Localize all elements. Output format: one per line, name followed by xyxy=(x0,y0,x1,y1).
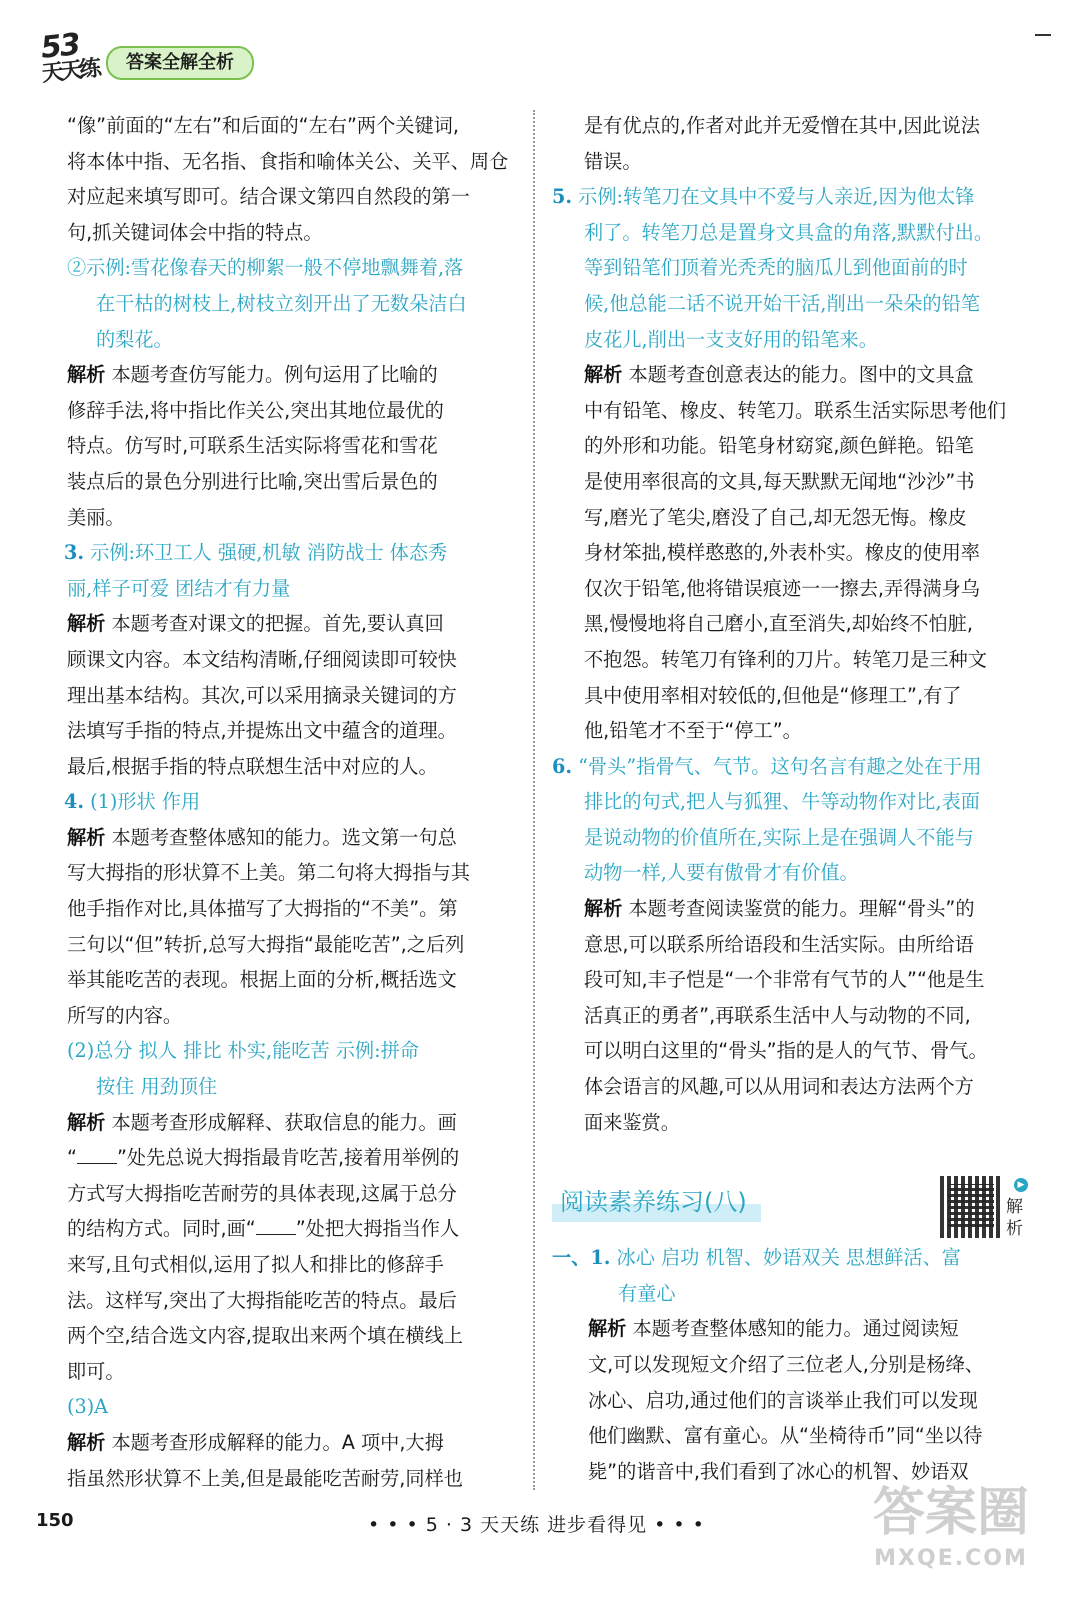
line-text: 冰心 启功 机智、妙语双关 思想鲜活、富 xyxy=(616,1246,961,1270)
item-number: 5. xyxy=(552,185,573,209)
line-text: 本题考查阅读鉴赏的能力。理解“骨头”的 xyxy=(622,897,975,921)
fill-blank xyxy=(77,1147,117,1164)
text-line xyxy=(552,215,1032,251)
line-text: 意思,可以联系所给语段和生活实际。由所给语 xyxy=(584,932,974,956)
line-text: 特点。仿写时,可联系生活实际将雪花和雪花 xyxy=(67,434,438,458)
text-line xyxy=(552,642,1032,678)
line-text: 体会语言的风趣,可以从用词和表达方法两个方 xyxy=(584,1075,974,1099)
corner-mark xyxy=(1035,34,1051,36)
text-line xyxy=(64,678,516,714)
text-line xyxy=(552,962,1032,998)
text-line xyxy=(552,606,1032,642)
line-text: 有童心 xyxy=(618,1281,676,1305)
text-line xyxy=(64,1461,516,1497)
text-line xyxy=(552,464,1032,500)
item-number: 6. xyxy=(552,754,573,778)
line-text: 本题考查整体感知的能力。选文第一句总 xyxy=(105,825,457,849)
watermark-logo xyxy=(851,1480,1051,1590)
reading-section-title: 阅读素养练习(八) xyxy=(552,1182,761,1222)
line-text: 段可知,丰子恺是“一个非常有气节的人”“他是生 xyxy=(584,968,985,992)
line-text: 两个空,结合选文内容,提取出来两个填在横线上 xyxy=(67,1324,463,1348)
answer-item xyxy=(64,535,516,571)
line-text: 可以明白这里的“骨头”指的是人的气节、骨气。 xyxy=(584,1039,988,1063)
text-line xyxy=(552,250,1032,286)
text-line xyxy=(64,1318,516,1354)
text-line xyxy=(64,179,516,215)
line-text: 具中使用率相对较低的,但他是“修理工”,有了 xyxy=(584,683,962,707)
line-text: 身材笨拙,模样憨憨的,外表朴实。橡皮的使用率 xyxy=(584,541,980,565)
line-text: 所写的内容。 xyxy=(67,1003,183,1027)
watermark-line1: 答案圈 xyxy=(872,1483,1029,1543)
text-line xyxy=(64,713,516,749)
text-line xyxy=(64,108,516,144)
line-text: 他,铅笔才不至于“停工”。 xyxy=(584,719,802,743)
text-line xyxy=(552,535,1032,571)
logo-text: 天天练 xyxy=(40,56,100,87)
line-text: 按住 用劲顶住 xyxy=(96,1075,218,1099)
line-text: 毙”的谐音中,我们看到了冰心的机智、妙语双 xyxy=(588,1459,969,1483)
line-text: 中有铅笔、橡皮、转笔刀。联系生活实际思考他们 xyxy=(584,398,1007,422)
line-text: 举其能吃苦的表现。根据上面的分析,概括选文 xyxy=(67,968,457,992)
analysis-label: 解析 xyxy=(584,363,623,387)
line-text: 他手指作对比,具体描写了大拇指的“不美”。第 xyxy=(67,897,458,921)
analysis-label: 解析 xyxy=(67,1430,106,1454)
line-text: “骨头”指骨气、气节。这句名言有趣之处在于用 xyxy=(578,754,982,778)
watermark-line2: MXQE.COM xyxy=(874,1546,1028,1571)
line-text: 示例:转笔刀在文具中不爱与人亲近,因为他太锋 xyxy=(578,185,975,209)
text-line xyxy=(64,962,516,998)
text-line xyxy=(64,1069,516,1105)
text-line xyxy=(552,820,1032,856)
analysis-line xyxy=(64,820,516,856)
line-text: (3)A xyxy=(67,1395,109,1419)
text-line xyxy=(552,998,1032,1034)
line-text: 等到铅笔们顶着光秃秃的脑瓜儿到他面前的时 xyxy=(584,256,968,280)
fill-blank xyxy=(256,1218,296,1235)
text-line xyxy=(64,998,516,1034)
line-text: 的梨花。 xyxy=(96,327,173,351)
analysis-line xyxy=(64,606,516,642)
analysis-label: 解析 xyxy=(67,612,106,636)
answer-item xyxy=(552,179,1032,215)
analysis-line xyxy=(552,357,1032,393)
line-text: 本题考查仿写能力。例句运用了比喻的 xyxy=(105,363,438,387)
line-text: 是说动物的价值所在,实际上是在强调人不能与 xyxy=(584,825,974,849)
line-text: ②示例:雪花像春天的柳絮一般不停地飘舞着,落 xyxy=(67,256,464,280)
text-line xyxy=(552,393,1032,429)
text-line xyxy=(64,891,516,927)
page-number: 150 xyxy=(36,1510,74,1531)
text-line xyxy=(64,1247,516,1283)
line-text: 在干枯的树枝上,树枝立刻开出了无数朵洁白 xyxy=(96,291,467,315)
text-line xyxy=(552,1383,1032,1419)
line-text: 是有优点的,作者对此并无爱憎在其中,因此说法 xyxy=(584,114,980,137)
text-line xyxy=(552,713,1032,749)
answer-item xyxy=(64,784,516,820)
line-text: 即可。 xyxy=(67,1359,125,1383)
text-line xyxy=(64,215,516,251)
analysis-line xyxy=(64,1105,516,1141)
analysis-line xyxy=(64,357,516,393)
line-text: 写,磨光了笔尖,磨没了自己,却无怨无悔。橡皮 xyxy=(584,505,967,529)
text-line xyxy=(64,1389,516,1425)
line-text: 对应起来填写即可。结合课文第四自然段的第一 xyxy=(67,185,470,209)
text-line xyxy=(64,1033,516,1069)
reading-section-header xyxy=(552,1176,1032,1240)
text-line xyxy=(552,678,1032,714)
item-number: 3. xyxy=(64,541,85,565)
line-text: 来写,且句式相似,运用了拟人和排比的修辞手 xyxy=(67,1253,444,1276)
text-line xyxy=(552,1033,1032,1069)
line-text: “ xyxy=(67,1146,77,1170)
text-line xyxy=(64,428,516,464)
text-line xyxy=(552,927,1032,963)
text-line xyxy=(552,428,1032,464)
text-line xyxy=(552,144,1032,180)
line-text: 法填写手指的特点,并提炼出文中蕴含的道理。 xyxy=(67,719,457,743)
analysis-label: 解析 xyxy=(67,1110,106,1134)
text-line xyxy=(64,642,516,678)
qr-label: 解析 xyxy=(1006,1197,1023,1240)
right-column xyxy=(552,108,1032,1489)
text-line xyxy=(552,571,1032,607)
item-number: 一、1. xyxy=(552,1246,611,1270)
line-text: 方式写大拇指吃苦耐劳的具体表现,这属于总分 xyxy=(67,1181,457,1205)
line-text: 动物一样,人要有傲骨才有价值。 xyxy=(584,861,859,885)
analysis-label: 解析 xyxy=(588,1317,627,1341)
line-text: 本题考查整体感知的能力。通过阅读短 xyxy=(626,1317,959,1341)
text-line xyxy=(64,250,516,286)
text-line xyxy=(64,1211,516,1247)
text-line xyxy=(552,108,1032,144)
text-line xyxy=(552,855,1032,891)
line-text-cont: ”处把大拇指当作人 xyxy=(295,1217,460,1241)
line-text: 候,他总能二话不说开始干活,削出一朵朵的铅笔 xyxy=(584,291,980,315)
text-line xyxy=(64,1283,516,1319)
line-text: 顾课文内容。本文结构清晰,仔细阅读即可较快 xyxy=(67,647,457,671)
line-text: 将本体中指、无名指、食指和喻体关公、关平、周仓 xyxy=(67,149,509,173)
line-text: 活真正的勇者”,再联系生活中人与动物的不同, xyxy=(584,1003,971,1027)
text-line xyxy=(64,500,516,536)
text-line xyxy=(552,1418,1032,1454)
text-line xyxy=(64,855,516,891)
line-text: 指虽然形状算不上美,但是最能吃苦耐劳,同样也 xyxy=(67,1466,463,1490)
line-text: 的结构方式。同时,画“ xyxy=(67,1217,256,1241)
text-line xyxy=(552,1347,1032,1383)
play-icon: ▶ xyxy=(1014,1178,1028,1192)
line-text: 是使用率很高的文具,每天默默无闻地“沙沙”书 xyxy=(584,469,975,493)
text-line xyxy=(64,393,516,429)
line-text: 丽,样子可爱 团结才有力量 xyxy=(67,576,291,600)
line-text: 修辞手法,将中指比作关公,突出其地位最优的 xyxy=(67,398,444,422)
line-text: 句,抓关键词体会中指的特点。 xyxy=(67,220,323,244)
analysis-label: 解析 xyxy=(67,825,106,849)
item-number: 4. xyxy=(64,790,85,814)
line-text: 不抱怨。转笔刀有锋利的刀片。转笔刀是三种文 xyxy=(584,647,987,671)
line-text: 面来鉴赏。 xyxy=(584,1110,680,1134)
line-text: 本题考查创意表达的能力。图中的文具盒 xyxy=(622,363,974,387)
line-text: 文,可以发现短文介绍了三位老人,分别是杨绛、 xyxy=(588,1353,984,1376)
text-line xyxy=(552,286,1032,322)
line-text: “像”前面的“左右”和后面的“左右”两个关键词, xyxy=(67,114,459,137)
text-line xyxy=(64,464,516,500)
analysis-line xyxy=(64,1425,516,1461)
line-text: 写大拇指的形状算不上美。第二句将大拇指与其 xyxy=(67,861,470,885)
text-line xyxy=(64,322,516,358)
analysis-label: 解析 xyxy=(67,363,106,387)
line-text: 本题考查形成解释的能力。A 项中,大拇 xyxy=(105,1430,444,1454)
text-line xyxy=(552,322,1032,358)
text-line xyxy=(552,1276,1032,1312)
logo-number: 53 xyxy=(39,27,81,66)
line-text: 错误。 xyxy=(584,149,642,173)
line-text: 利了。转笔刀总是置身文具盒的角落,默默付出。 xyxy=(584,220,994,244)
text-line xyxy=(64,749,516,785)
line-text: 美丽。 xyxy=(67,505,125,529)
line-text: 装点后的景色分别进行比喻,突出雪后景色的 xyxy=(67,469,438,493)
line-text: 冰心、启功,通过他们的言谈举止我们可以发现 xyxy=(588,1388,978,1412)
text-line xyxy=(64,286,516,322)
analysis-line xyxy=(552,1311,1032,1347)
line-text-cont: ”处先总说大拇指最肯吃苦,接着用举例的 xyxy=(116,1146,460,1170)
qr-code-icon[interactable] xyxy=(940,1176,1002,1238)
answer-item xyxy=(552,1240,1032,1276)
line-text: 本题考查对课文的把握。首先,要认真回 xyxy=(105,612,444,636)
line-text: 理出基本结构。其次,可以采用摘录关键词的方 xyxy=(67,683,457,707)
line-text: 仅次于铅笔,他将错误痕迹一一擦去,弄得满身乌 xyxy=(584,576,980,600)
line-text: 最后,根据手指的特点联想生活中对应的人。 xyxy=(67,754,438,778)
line-text: 本题考查形成解释、获取信息的能力。画 xyxy=(105,1110,457,1134)
line-text: 黑,慢慢地将自己磨小,直至消失,却始终不怕脏, xyxy=(584,612,973,636)
text-line xyxy=(552,1105,1032,1141)
text-line xyxy=(552,500,1032,536)
text-line xyxy=(64,571,516,607)
line-text: 法。这样写,突出了大拇指能吃苦的特点。最后 xyxy=(67,1288,457,1312)
column-divider xyxy=(533,110,535,1490)
left-column xyxy=(64,108,516,1496)
text-line xyxy=(64,1354,516,1390)
line-text: (2)总分 拟人 排比 朴实,能吃苦 示例:拼命 xyxy=(67,1039,419,1063)
line-text: 的外形和功能。铅笔身材窈窕,颜色鲜艳。铅笔 xyxy=(584,434,974,458)
line-text: 皮花儿,削出一支支好用的铅笔来。 xyxy=(584,327,878,351)
text-line xyxy=(64,927,516,963)
line-text: (1)形状 作用 xyxy=(90,790,201,814)
header-banner: 答案全解全析 xyxy=(106,46,254,80)
analysis-label: 解析 xyxy=(584,897,623,921)
analysis-line xyxy=(552,891,1032,927)
text-line xyxy=(64,144,516,180)
text-line xyxy=(64,1140,516,1176)
footer-slogan: • • • 5 · 3 天天练 进步看得见 • • • xyxy=(368,1514,705,1536)
line-text: 排比的句式,把人与狐狸、牛等动物作对比,表面 xyxy=(584,790,980,814)
text-line xyxy=(552,1069,1032,1105)
text-line xyxy=(552,784,1032,820)
text-line xyxy=(64,1176,516,1212)
line-text: 他们幽默、富有童心。从“坐椅待币”同“坐以待 xyxy=(588,1424,983,1448)
brand-logo xyxy=(37,25,103,87)
line-text: 示例:环卫工人 强硬,机敏 消防战士 体态秀 xyxy=(90,541,448,565)
line-text: 三句以“但”转折,总写大拇指“最能吃苦”,之后列 xyxy=(67,932,465,956)
answer-item xyxy=(552,749,1032,785)
